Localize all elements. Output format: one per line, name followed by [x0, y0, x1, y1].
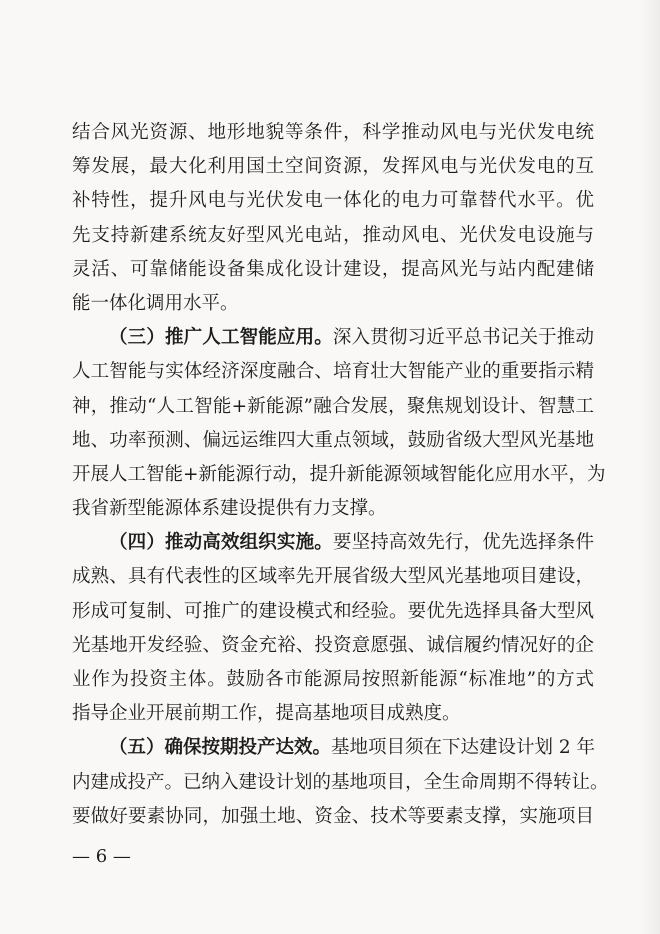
text-line: 开展人工智能+新能源行动，提升新能源领域智能化应用水平，为 — [72, 463, 606, 485]
paragraph-organization — [72, 526, 594, 731]
text-line: 内建成投产。已纳入建设计划的基地项目，全生命周期不得转让。 — [72, 771, 609, 793]
paragraph-first-line — [72, 321, 594, 355]
text-line: 筹发展，最大化利用国土空间资源，发挥风电与光伏发电的互 — [72, 156, 594, 178]
text-line: 成熟、具有代表性的区域率先开展省级大型风光基地项目建设， — [72, 566, 594, 588]
text-line: 光基地开发经验、资金充裕、投资意愿强、诚信履约情况好的企 — [72, 634, 594, 656]
text-run: 基地项目须在下达建设计划 2 年 — [331, 737, 596, 759]
section-heading: （五）确保按期投产达效。 — [109, 737, 332, 759]
text-line: 神，推动“人工智能+新能源”融合发展，聚焦规划设计、智慧工 — [72, 395, 594, 417]
text-line: 我省新型能源体系建设提供有力支撑。 — [72, 498, 387, 520]
text-line: 地、功率预测、偏远运维四大重点领域，鼓励省级大型风光基地 — [72, 429, 594, 451]
text-line: 指导企业开展前期工作，提高基地项目成熟度。 — [72, 703, 461, 725]
page-number: — 6 — — [72, 846, 131, 867]
text-line: 人工智能与实体经济深度融合、培育壮大智能产业的重要指示精 — [72, 361, 594, 383]
text-line: 能一体化调用水平。 — [72, 292, 239, 314]
text-line: 结合风光资源、地形地貌等条件，科学推动风电与光伏发电统 — [72, 122, 594, 143]
paragraph-first-line — [72, 731, 594, 765]
text-line: 要做好要素协同，加强土地、资金、技术等要素支撑，实施项目 — [72, 805, 594, 827]
section-heading: （四）推动高效组织实施。 — [109, 532, 333, 554]
paragraph-ai-application — [72, 321, 606, 526]
paragraph-continuation — [72, 116, 594, 321]
paragraph-first-line — [72, 526, 594, 560]
text-line: 补特性，提升风电与光伏发电一体化的电力可靠替代水平。优 — [72, 190, 594, 212]
text-run: 要坚持高效先行，优先选择条件 — [332, 532, 594, 554]
section-heading: （三）推广人工智能应用。 — [109, 327, 333, 349]
text-line: 灵活、可靠储能设备集成化设计建设，提高风光与站内配建储 — [72, 258, 594, 280]
text-line: 先支持新建系统友好型风光电站，推动风电、光伏发电设施与 — [72, 224, 594, 246]
paragraph-commissioning — [72, 731, 609, 834]
text-line: 业作为投资主体。鼓励各市能源局按照新能源“标准地”的方式 — [72, 669, 594, 690]
text-line: 形成可复制、可推广的建设模式和经验。要优先选择具备大型风 — [72, 600, 594, 622]
text-run: 深入贯彻习近平总书记关于推动 — [332, 327, 594, 349]
page-edge-shadow — [640, 0, 660, 934]
body-text — [72, 116, 609, 834]
